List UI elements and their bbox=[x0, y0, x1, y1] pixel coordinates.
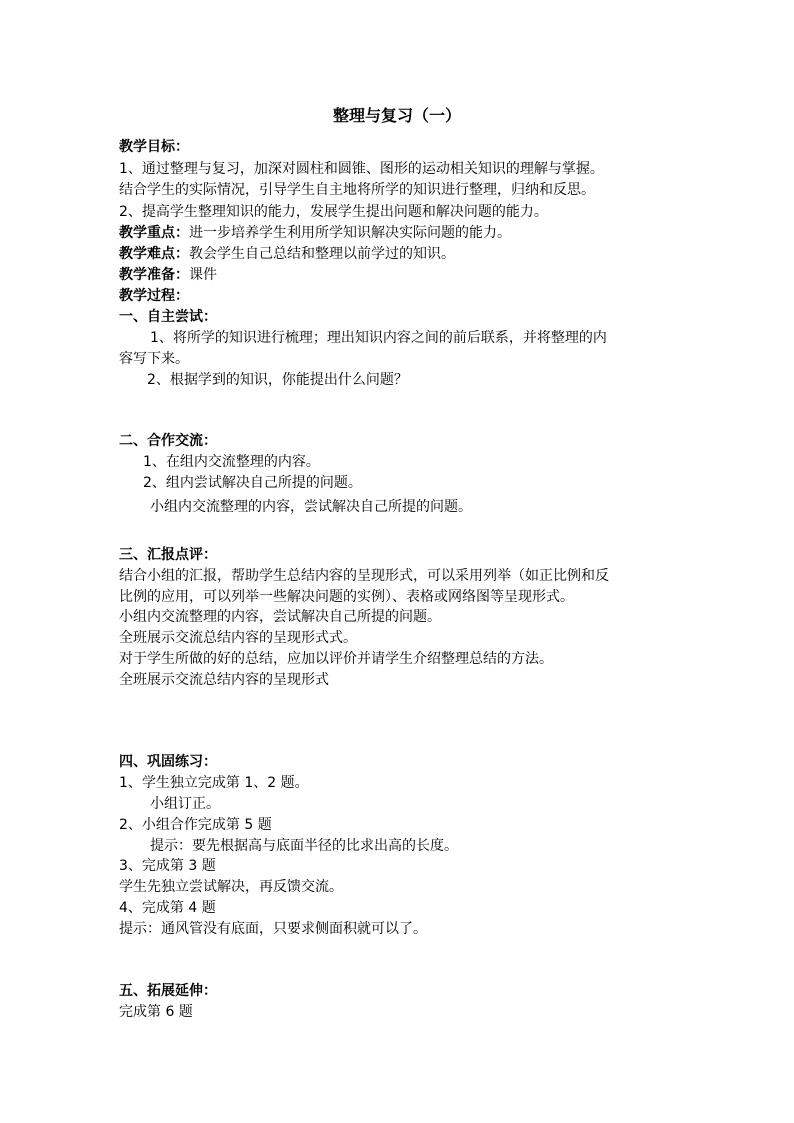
process-heading: 教学过程： bbox=[119, 288, 189, 304]
section3-line: 比例的应用，可以列举一些解决问题的实例）、表格或网络图等呈现形式。 bbox=[119, 589, 574, 605]
difficulty-label: 教学难点： bbox=[119, 246, 189, 262]
section3-line: 全班展示交流总结内容的呈现形式式。 bbox=[119, 630, 357, 646]
key-point-text: 进一步培养学生利用所学知识解决实际问题的能力。 bbox=[189, 225, 511, 241]
prep-text: 课件 bbox=[189, 267, 217, 283]
section4-line: 3、完成第 3 题 bbox=[119, 858, 216, 874]
section3-line: 小组内交流整理的内容，尝试解决自己所提的问题。 bbox=[119, 609, 441, 625]
section4-line: 2、小组合作完成第 5 题 bbox=[119, 817, 272, 833]
preparation bbox=[119, 265, 217, 285]
section3-line: 对于学生所做的好的总结，应加以评价并请学生介绍整理总结的方法。 bbox=[119, 651, 553, 667]
section4-line: 小组订正。 bbox=[150, 796, 220, 812]
section3-heading: 三、汇报点评： bbox=[119, 547, 217, 563]
section4-heading: 四、巩固练习： bbox=[119, 754, 217, 770]
section1-line: 1、将所学的知识进行梳理；理出知识内容之间的前后联系，并将整理的内 bbox=[150, 330, 607, 346]
section1-line: 容写下来。 bbox=[119, 351, 189, 367]
difficulty bbox=[119, 244, 455, 264]
section2-line: 2、组内尝试解决自己所提的问题。 bbox=[143, 475, 362, 491]
page-title: 整理与复习（一） bbox=[332, 106, 461, 125]
section4-line: 提示：要先根据高与底面半径的比求出高的长度。 bbox=[150, 838, 458, 854]
section3-line: 全班展示交流总结内容的呈现形式 bbox=[119, 672, 329, 688]
objective-line: 结合学生的实际情况，引导学生自主地将所学的知识进行整理，归纳和反思。 bbox=[119, 182, 595, 198]
section3-line: 结合小组的汇报，帮助学生总结内容的呈现形式，可以采用列举（如正比例和反 bbox=[119, 568, 609, 584]
section1-line: 2、根据学到的知识，你能提出什么问题？ bbox=[147, 372, 408, 388]
section2-line: 小组内交流整理的内容，尝试解决自己所提的问题。 bbox=[150, 499, 472, 515]
key-point-label: 教学重点： bbox=[119, 225, 189, 241]
objective-line: 1、通过整理与复习，加深对圆柱和圆锥、图形的运动相关知识的理解与掌握。 bbox=[119, 161, 604, 177]
section2-heading: 二、合作交流： bbox=[119, 433, 217, 449]
section4-line: 提示：通风管没有底面，只要求侧面积就可以了。 bbox=[119, 921, 427, 937]
prep-label: 教学准备： bbox=[119, 267, 189, 283]
section2-line: 1、在组内交流整理的内容。 bbox=[143, 454, 320, 470]
objective-line: 2、提高学生整理知识的能力，发展学生提出问题和解决问题的能力。 bbox=[119, 204, 548, 220]
section1-heading: 一、自主尝试： bbox=[119, 309, 217, 325]
objectives-heading: 教学目标： bbox=[119, 139, 189, 155]
section4-line: 学生先独立尝试解决，再反馈交流。 bbox=[119, 879, 343, 895]
section4-line: 4、完成第 4 题 bbox=[119, 900, 216, 916]
key-point bbox=[119, 223, 511, 243]
section4-line: 1、学生独立完成第 1、2 题。 bbox=[119, 775, 309, 791]
section5-line: 完成第 6 题 bbox=[119, 1004, 193, 1020]
difficulty-text: 教会学生自己总结和整理以前学过的知识。 bbox=[189, 246, 455, 262]
section5-heading: 五、拓展延伸： bbox=[119, 983, 217, 999]
